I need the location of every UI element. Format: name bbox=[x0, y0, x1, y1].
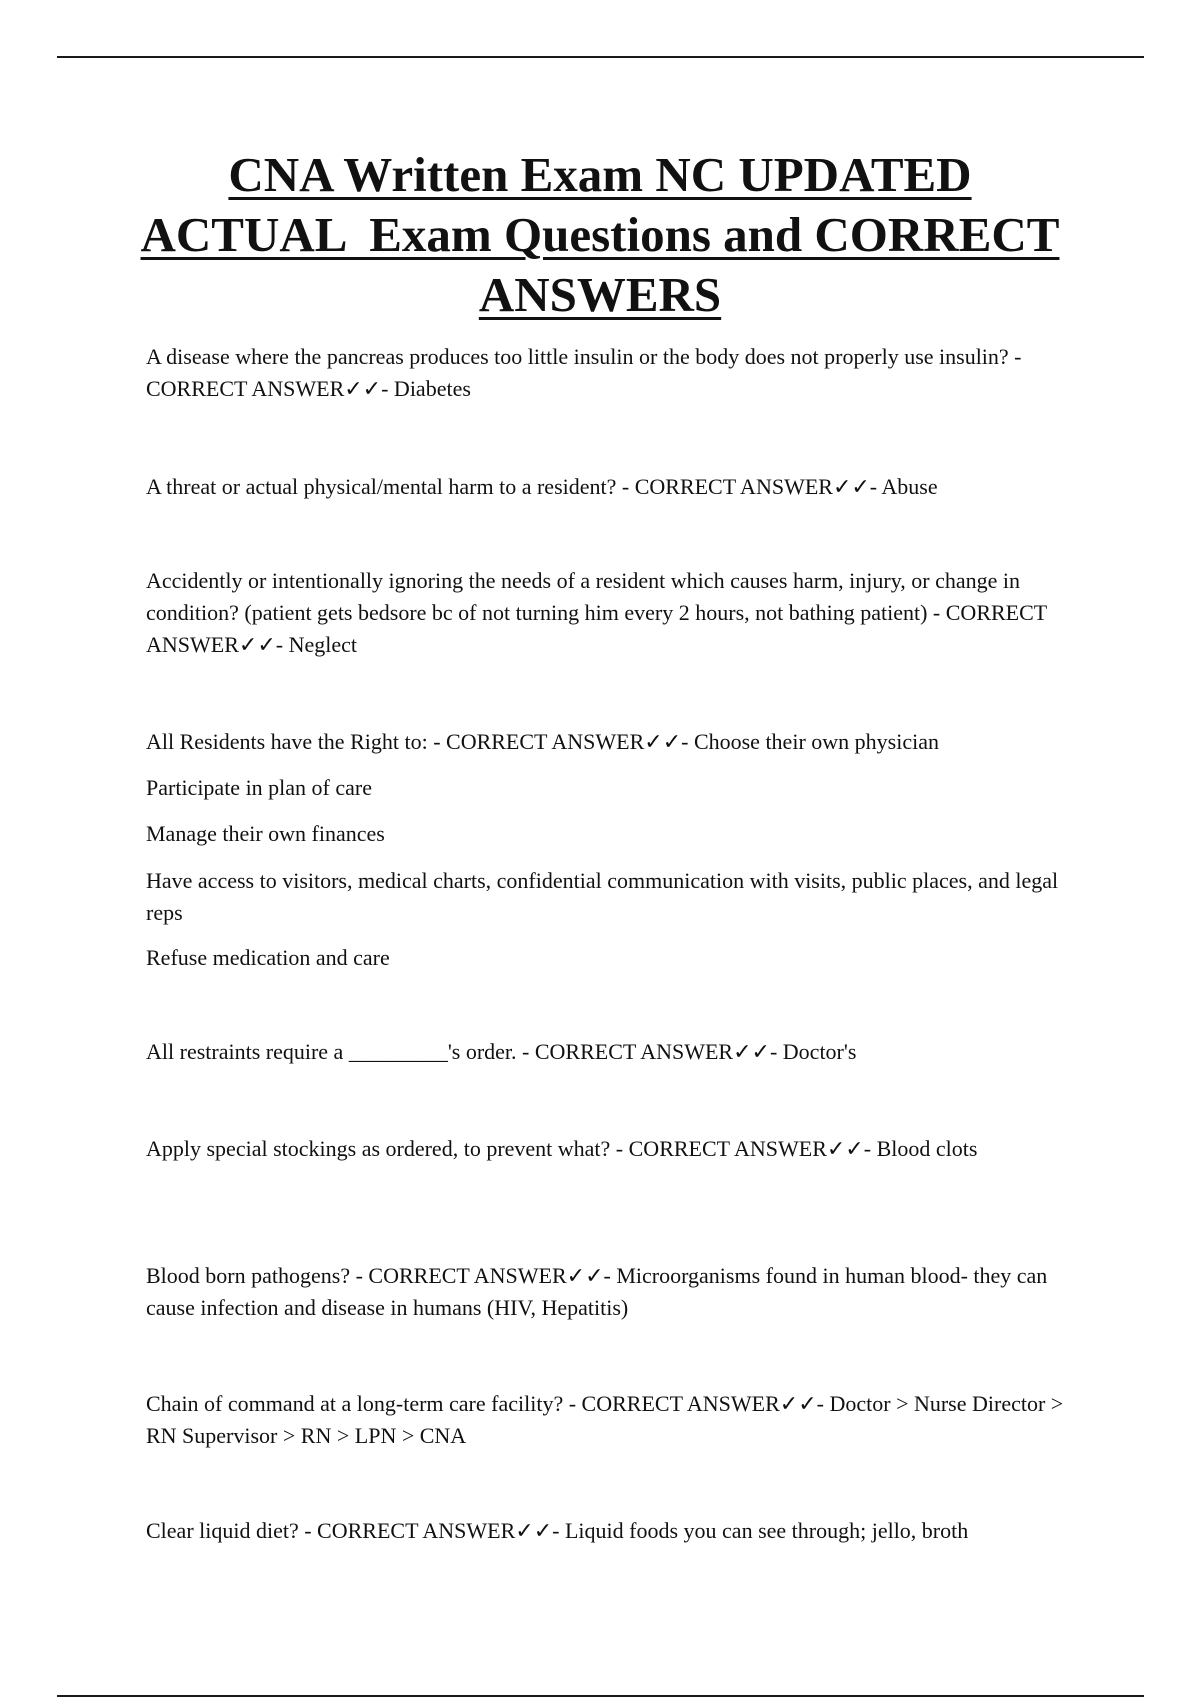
title-line-1: CNA Written Exam NC UPDATED bbox=[228, 147, 972, 202]
qa-text: Apply special stockings as ordered, to prevent what? - CORRECT ANSWER✓✓- Blood clots bbox=[146, 1136, 978, 1161]
qa-text: Accidently or intentionally ignoring the needs of a resident which causes harm, injury, or change in condition? (patient gets bedsore bc of not turning him every 2 hours, not bathing patient) - CORRECT ANSWER✓✓- Neglect bbox=[146, 568, 1047, 657]
qa-text: Blood born pathogens? - CORRECT ANSWER✓✓- Microorganisms found in human blood- they can cause infection and disease in humans (HIV, Hepatitis) bbox=[146, 1263, 1048, 1320]
qa-text: Clear liquid diet? - CORRECT ANSWER✓✓- Liquid foods you can see through; jello, broth bbox=[146, 1518, 969, 1543]
document-title bbox=[100, 145, 1100, 325]
bottom-rule bbox=[57, 1695, 1144, 1697]
qa-item-clear-liquid-diet bbox=[146, 1515, 1066, 1547]
title-line-2: ACTUAL Exam Questions and CORRECT bbox=[140, 207, 1060, 262]
qa-item-resident-rights-line bbox=[146, 818, 1066, 850]
qa-text: Participate in plan of care bbox=[146, 775, 373, 800]
qa-item-resident-rights bbox=[146, 726, 1066, 758]
top-rule bbox=[57, 56, 1144, 58]
qa-item-diabetes bbox=[146, 341, 1066, 405]
qa-text: Chain of command at a long-term care facility? - CORRECT ANSWER✓✓- Doctor > Nurse Director > RN Supervisor > RN > LPN > CNA bbox=[146, 1391, 1064, 1448]
qa-text: Refuse medication and care bbox=[146, 945, 390, 970]
qa-text: All restraints require a _________'s order. - CORRECT ANSWER✓✓- Doctor's bbox=[146, 1039, 857, 1064]
qa-item-stockings bbox=[146, 1133, 1066, 1165]
qa-item-resident-rights-line bbox=[146, 772, 1066, 804]
qa-text: Manage their own finances bbox=[146, 821, 385, 846]
qa-item-restraints bbox=[146, 1036, 1066, 1068]
qa-item-pathogens bbox=[146, 1260, 1066, 1324]
qa-text: A disease where the pancreas produces too little insulin or the body does not properly use insulin? - CORRECT ANSWER✓✓- Diabetes bbox=[146, 344, 1022, 401]
qa-text: Have access to visitors, medical charts, confidential communication with visits, public places, and legal reps bbox=[146, 868, 1059, 925]
qa-item-neglect bbox=[146, 565, 1066, 661]
title-line-3: ANSWERS bbox=[478, 267, 722, 322]
qa-item-chain-of-command bbox=[146, 1388, 1066, 1452]
qa-text: All Residents have the Right to: - CORRECT ANSWER✓✓- Choose their own physician bbox=[146, 729, 939, 754]
qa-text: A threat or actual physical/mental harm to a resident? - CORRECT ANSWER✓✓- Abuse bbox=[146, 474, 938, 499]
qa-item-resident-rights-line bbox=[146, 865, 1066, 929]
qa-item-abuse bbox=[146, 471, 1066, 503]
qa-item-resident-rights-line bbox=[146, 942, 1066, 974]
